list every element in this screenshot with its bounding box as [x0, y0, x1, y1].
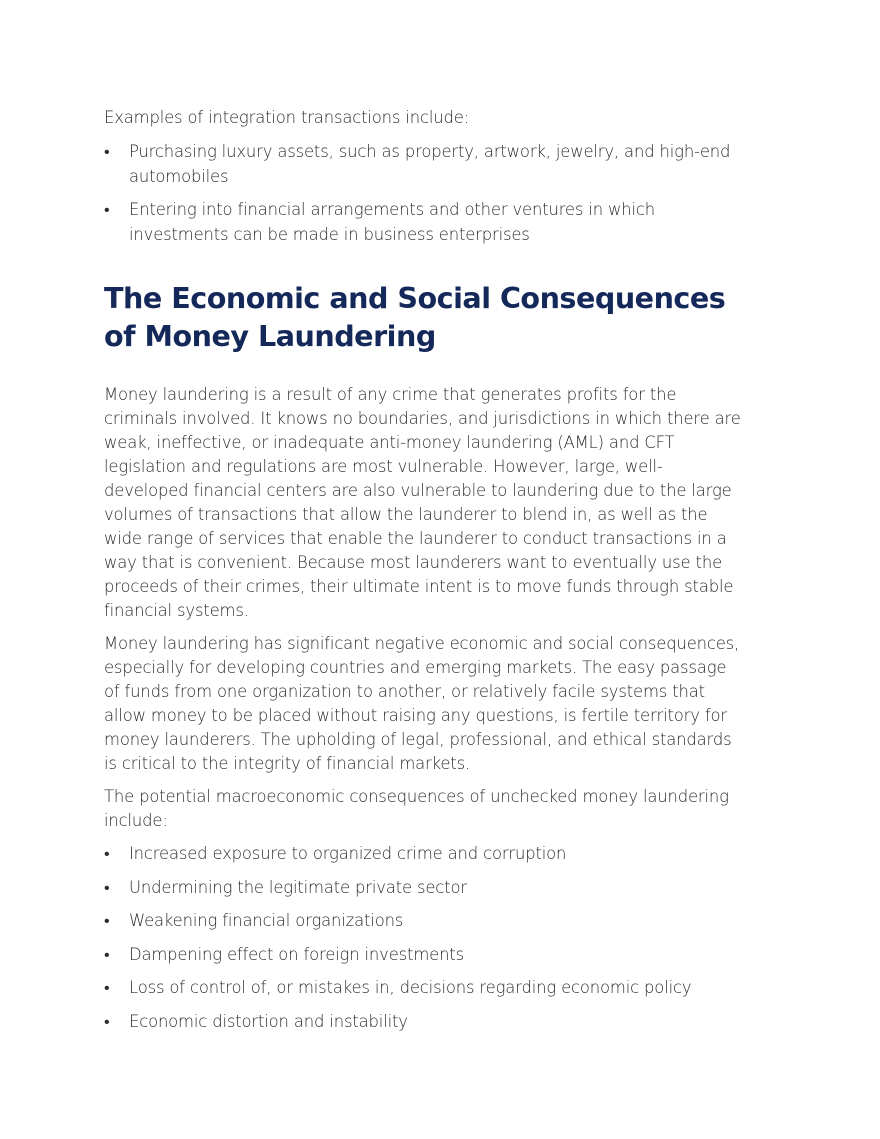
bullet-icon: •: [104, 844, 110, 863]
bullet-icon: •: [104, 142, 110, 161]
section-heading: The Economic and Social Consequences of Money Laundering: [104, 281, 726, 353]
list-item-text: Purchasing luxury assets, such as property, artwork, jewelry, and high-end automobiles: [129, 142, 731, 186]
list-item: [104, 842, 744, 867]
list-item-text: Economic distortion and instability: [129, 1011, 408, 1031]
body-paragraph: Money laundering is a result of any crime that generates profits for the criminals involved. It knows no boundaries, and jurisdictions in which there are weak, ineffective, or inadequate anti-money laundering (AML) and CFT legislation and regulations are most vulnerable. However, large, well-developed financial centers are also vulnerable to laundering due to the large volumes of transactions that allow the launderer to blend in, as well as the wide range of services that enable the launderer to conduct transactions in a way that is convenient. Because most launderers want to eventually use the proceeds of their crimes, their ultimate intent is to move funds through stable financial systems.: [104, 385, 741, 620]
intro-text: Examples of integration transactions include:: [104, 108, 470, 127]
list-item: [104, 1010, 744, 1035]
bullet-icon: •: [104, 978, 110, 997]
integration-examples-list: [104, 140, 744, 247]
list-item: [104, 198, 744, 247]
document-page: [104, 106, 744, 1043]
list-item-text: Weakening financial organizations: [129, 911, 404, 930]
bullet-icon: •: [104, 877, 110, 897]
list-item: [104, 976, 744, 1001]
bullet-icon: •: [104, 944, 110, 964]
list-item-text: Undermining the legitimate private sector: [129, 877, 467, 897]
body-paragraph: The potential macroeconomic consequences of unchecked money laundering include:: [104, 787, 729, 830]
list-item-text: Increased exposure to organized crime and corruption: [129, 844, 567, 863]
list-item: [104, 909, 744, 934]
list-item: [104, 876, 744, 901]
macroeconomic-consequences-list: [104, 842, 744, 1034]
list-item: [104, 943, 744, 968]
list-item-text: Dampening effect on foreign investments: [129, 944, 464, 964]
bullet-icon: •: [104, 1011, 110, 1031]
bullet-icon: •: [104, 911, 110, 930]
list-item-text: Entering into financial arrangements and other ventures in which investments can be made in business enterprises: [129, 200, 656, 244]
list-item: [104, 140, 744, 189]
list-item-text: Loss of control of, or mistakes in, decisions regarding economic policy: [129, 978, 692, 997]
bullet-icon: •: [104, 200, 110, 219]
body-paragraph: Money laundering has significant negative economic and social consequences, especially for developing countries and emerging markets. The easy passage of funds from one organization to another, or relatively facile systems that allow money to be placed without raising any questions, is fertile territory for money launderers. The upholding of legal, professional, and ethical standards is critical to the integrity of financial markets.: [104, 634, 740, 773]
